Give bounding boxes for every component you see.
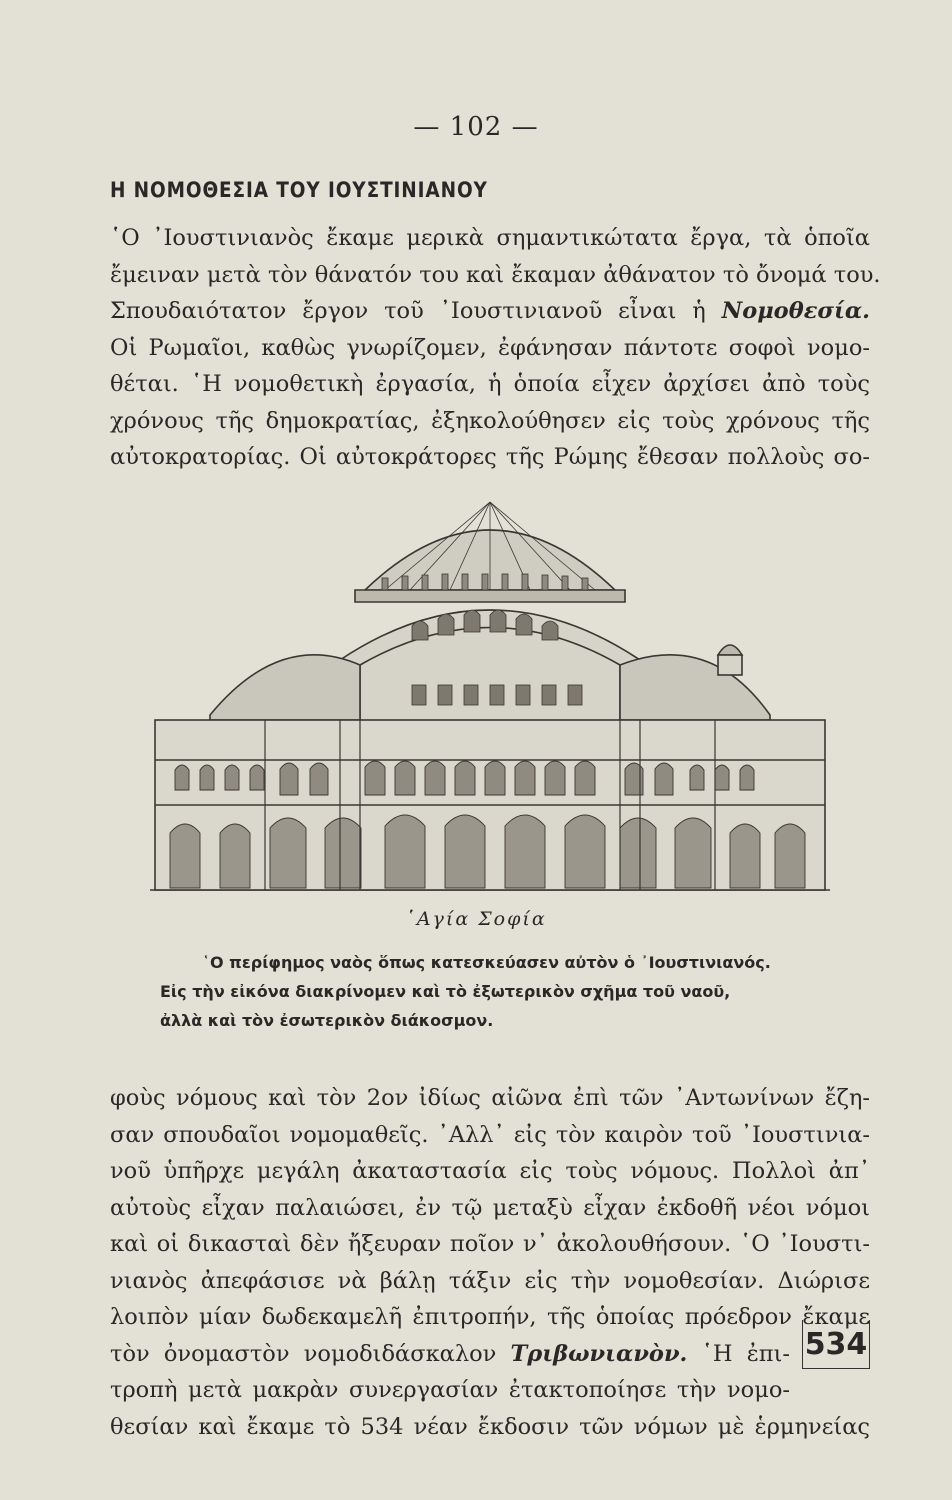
emphasis-tribonianon: Τριβωνιανὸν. xyxy=(510,1340,688,1367)
paragraph-2 xyxy=(110,1080,870,1445)
text-line: καὶ οἱ δικασταὶ δὲν ἤξευραν ποῖον ν᾿ ἀκολουθήσουν. ῾Ο ᾿Ιουστι- xyxy=(110,1231,870,1257)
text-line: ῾Ο ᾿Ιουστινιανὸς ἔκαμε μερικὰ σημαντικώτατα ἔργα, τὰ ὁποῖα xyxy=(110,225,870,251)
text-line: θεσίαν καὶ ἔκαμε τὸ 534 νέαν ἔκδοσιν τῶν νόμων μὲ ἑρμηνείας xyxy=(110,1413,870,1440)
text-line: Οἱ Ρωμαῖοι, καθὼς γνωρίζομεν, ἐφάνησαν πάντοτε σοφοὶ νομο- xyxy=(110,334,870,361)
margin-note-534: 534 xyxy=(802,1320,870,1369)
caption-line: ῾Ο περίφημος ναὸς ὅπως κατεσκεύασεν αὐτὸν ὁ ᾿Ιουστινιανός. xyxy=(202,953,771,972)
text-line: φοὺς νόμους καὶ τὸν 2ον ἰδίως αἰῶνα ἐπὶ τῶν ᾿Αντωνίνων ἔζη- xyxy=(110,1085,870,1111)
caption-line: ἀλλὰ καὶ τὸν ἐσωτερικὸν διάκοσμον. xyxy=(160,1011,494,1030)
text-line: νοῦ ὑπῆρχε μεγάλη ἀκαταστασία εἰς τοὺς νόμους. Πολλοὶ ἀπ᾿ xyxy=(110,1158,870,1184)
hagia-sophia-illustration xyxy=(150,490,830,895)
page-number: — 102 — xyxy=(413,112,539,142)
text-line: αὐτοκρατορίας. Οἱ αὐτοκράτορες τῆς Ρώμης ἔθεσαν πολλοὺς σο- xyxy=(110,444,870,470)
text-line: θέται. ῾Η νομοθετικὴ ἐργασία, ἡ ὁποία εἶχεν ἀρχίσει ἀπὸ τοὺς xyxy=(110,371,870,397)
section-heading: Η ΝΟΜΟΘΕΣΙΑ ΤΟΥ ΙΟΥΣΤΙΝΙΑΝΟΥ xyxy=(110,178,488,202)
figure-title: ῾Αγία Σοφία xyxy=(405,908,547,930)
text-line: ἔμειναν μετὰ τὸν θάνατόν του καὶ ἔκαμαν ἀθάνατον τὸ ὄνομά του. xyxy=(110,261,881,288)
emphasis-nomothesia: Νομοθεσία. xyxy=(721,298,870,324)
text-line: τὸν ὀνομαστὸν νομοδιδάσκαλον Τριβωνιανὸν. ῾Η ἐπι- xyxy=(110,1340,790,1367)
figure-caption xyxy=(160,948,832,1035)
caption-line: Εἰς τὴν εἰκόνα διακρίνομεν καὶ τὸ ἐξωτερικὸν σχῆμα τοῦ ναοῦ, xyxy=(160,982,731,1001)
text-line: νιανὸς ἀπεφάσισε νὰ βάλῃ τάξιν εἰς τὴν νομοθεσίαν. Διώρισε xyxy=(110,1267,870,1294)
text-line: Σπουδαιότατον ἔργον τοῦ ᾿Ιουστινιανοῦ εἶναι ἡ Νομοθεσία. xyxy=(110,298,870,324)
text-line: αὐτοὺς εἶχαν παλαιώσει, ἐν τῷ μεταξὺ εἶχαν ἐκδοθῆ νέοι νόμοι xyxy=(110,1194,870,1221)
text-line: χρόνους τῆς δημοκρατίας, ἐξηκολούθησεν εἰς τοὺς χρόνους τῆς xyxy=(110,407,870,434)
text-line: λοιπὸν μίαν δωδεκαμελῆ ἐπιτροπήν, τῆς ὁποίας πρόεδρον ἔκαμε xyxy=(110,1304,870,1330)
text-line: τροπὴ μετὰ μακρὰν συνεργασίαν ἐτακτοποίησε τὴν νομο- xyxy=(110,1377,790,1403)
text-line: σαν σπουδαῖοι νομομαθεῖς. ᾿Αλλ᾿ εἰς τὸν καιρὸν τοῦ ᾿Ιουστινια- xyxy=(110,1121,870,1148)
paragraph-1 xyxy=(110,220,881,476)
